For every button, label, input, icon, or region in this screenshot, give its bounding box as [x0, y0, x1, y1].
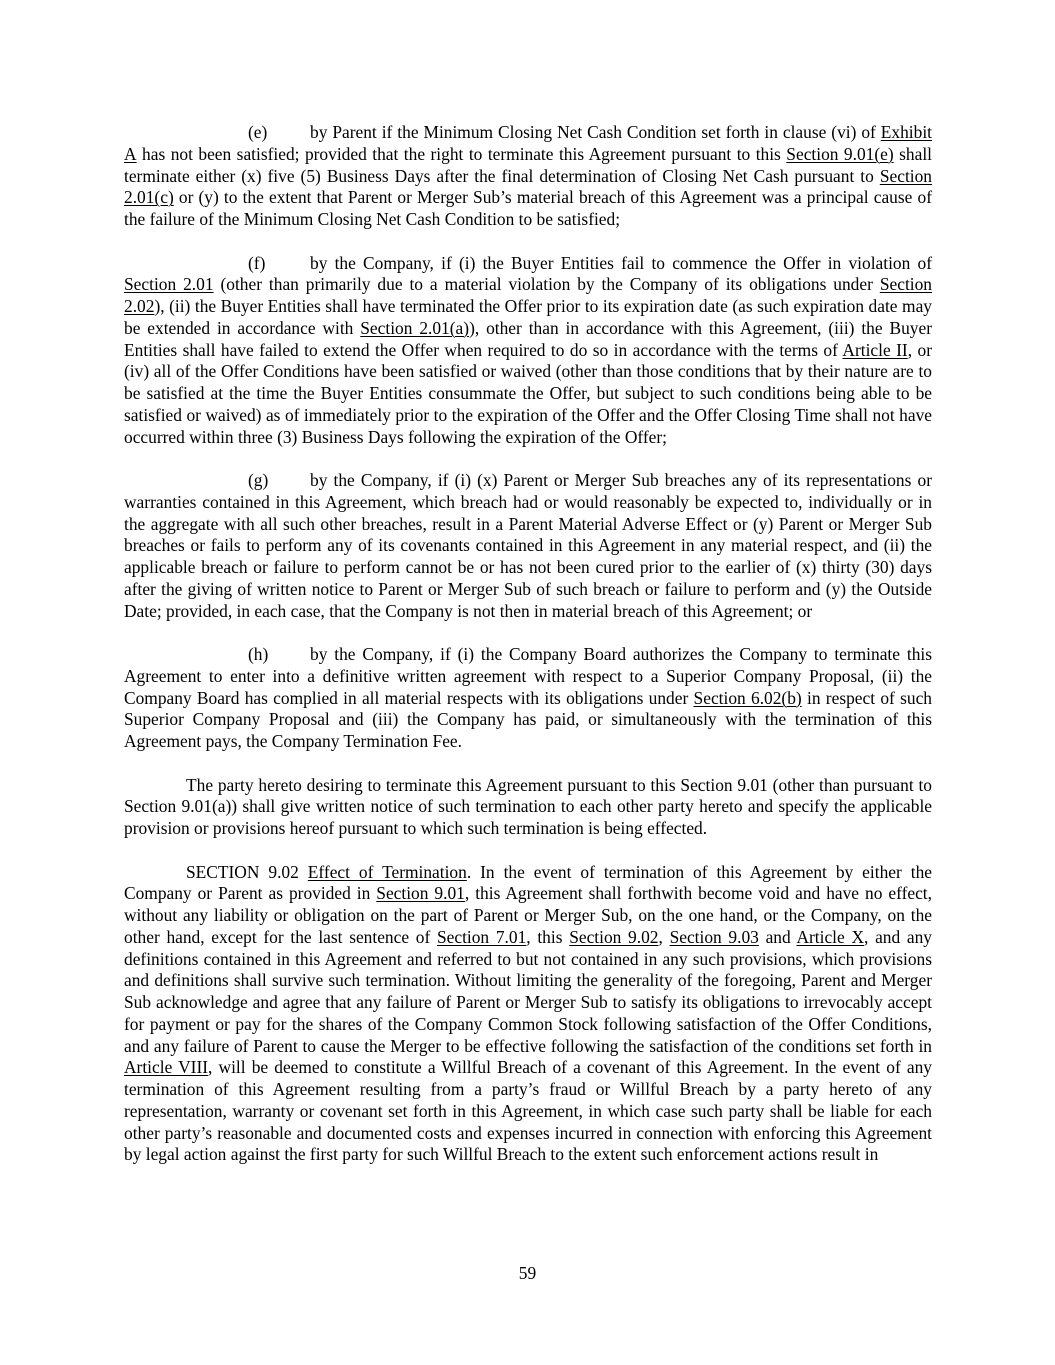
cross-reference: Effect of Termination — [307, 861, 467, 882]
text-run: has not been satisfied; provided that the right to terminate this Agreement pursuant to this — [136, 143, 787, 164]
cross-reference: Exhibit A — [124, 122, 932, 164]
cross-reference: Section 2.01(a) — [360, 317, 470, 338]
clause-e — [124, 122, 932, 231]
text-run: . In the event of termination of this Agreement by either the Company or Parent as provided in — [124, 861, 932, 904]
cross-reference: Article VIII — [124, 1057, 209, 1078]
text-run: by the Company, if (i) the Company Board authorizes the Company to terminate this Agreement to enter into a definitive written agreement with respect to a Superior Company Proposal, (ii) the Company Board has complied in all material respects with its obligations under — [124, 644, 932, 708]
clause-h — [124, 644, 932, 753]
text-run: , or (iv) all of the Offer Conditions have been satisfied or waived (other than those conditions that by their nature are to be satisfied at the time the Buyer Entities consummate the Offer, but subject to such conditions being able to be satisfied or waived) as of immediately prior to the expiration of the Offer and the Offer Closing Time shall not have occurred within three (3) Business Days following the expiration of the Offer; — [124, 339, 933, 447]
termination-notice-paragraph — [124, 775, 932, 840]
text-run: , and any definitions contained in this Agreement and referred to but not contained in any such provisions, which provisions and definitions shall survive such termination. Without limiting the generality of the foregoing, Parent and Merger Sub acknowledge and agree that any failure of Parent or Merger Sub to satisfy its obligations to irrevocably accept for payment or pay for the shares of the Company Common Stock following satisfaction of the Offer Conditions, and any failure of Parent to cause the Merger to be effective following the satisfaction of the conditions set forth in — [124, 926, 932, 1056]
text-run: by Parent if the Minimum Closing Net Cash Condition set forth in clause (vi) of — [310, 122, 881, 142]
text-run: shall terminate either (x) five (5) Business Days after the final determination of Closing Net Cash pursuant to — [124, 143, 932, 186]
text-run: and — [758, 926, 797, 947]
clause-label: (h) — [248, 644, 269, 664]
cross-reference: Section 2.02 — [124, 274, 932, 316]
text-run: in respect of such Superior Company Proposal and (iii) the Company has paid, or simultaneously with the termination of this Agreement pays, the Company Termination Fee. — [124, 687, 932, 751]
page-number: 59 — [518, 1263, 537, 1283]
clause-g — [124, 470, 932, 622]
text-run: ), other than in accordance with this Agreement, (iii) the Buyer Entities shall have failed to extend the Offer when required to do so in accordance with the terms of — [124, 317, 932, 360]
clause-label: (e) — [248, 122, 268, 142]
text-run: by the Company, if (i) (x) Parent or Merger Sub breaches any of its representations or warranties contained in this Agreement, which breach had or would reasonably be expected to, individually or in the aggregate with all such other breaches, result in a Parent Material Adverse Effect or (y) Parent or Merger Sub breaches or fails to perform any of its covenants contained in this Agreement in any material respect, and (ii) the applicable breach or failure to perform cannot be or has not been cured prior to the earlier of (x) thirty (30) days after the giving of written notice to Parent or Merger Sub of such breach or failure to perform and (y) the Outside Date; provided, in each case, that the Company is not then in material breach of this Agreement; or — [124, 470, 932, 621]
clause-label: (f) — [248, 252, 266, 273]
document-page — [124, 122, 932, 1188]
cross-reference: Section 7.01 — [436, 926, 527, 947]
cross-reference: Section 9.02 — [569, 926, 659, 947]
clause-label: (g) — [248, 470, 269, 490]
clause-text — [124, 470, 932, 621]
clause-f — [124, 253, 932, 449]
text-run: or (y) to the extent that Parent or Merger Sub’s material breach of this Agreement was a principal cause of the failure of the Minimum Closing Net Cash Condition to be satisfied; — [124, 187, 932, 229]
text-run: , — [658, 926, 670, 947]
cross-reference: Article II — [842, 339, 908, 360]
text-run: ), (ii) the Buyer Entities shall have terminated the Offer prior to its expiration date (as such expiration date may be extended in accordance with — [124, 296, 932, 338]
clause-text — [124, 644, 932, 751]
cross-reference: Section 2.01 — [124, 274, 214, 295]
cross-reference: Section 2.01(c) — [124, 165, 932, 208]
text-run: SECTION 9.02 — [186, 861, 308, 882]
text-run: by the Company, if (i) the Buyer Entities fail to commence the Offer in violation of — [310, 252, 932, 273]
cross-reference: Section 9.01(e) — [786, 143, 894, 164]
clause-text — [124, 122, 932, 229]
paragraph-text — [124, 775, 932, 839]
paragraph-text — [124, 862, 932, 1165]
text-run: , this Agreement shall forthwith become void and have no effect, without any liability or obligation on the part of Parent or Merger Sub, on the one hand, or the Company, on the other hand, except for the last sentence of — [124, 883, 932, 947]
cross-reference: Section 9.01 — [376, 883, 465, 904]
cross-reference: Section 6.02(b) — [693, 687, 802, 708]
cross-reference: Section 9.03 — [669, 926, 759, 947]
cross-reference: Article X — [796, 926, 865, 947]
clause-text — [124, 253, 932, 447]
text-run: , this — [526, 926, 570, 947]
section-9-02-paragraph — [124, 862, 932, 1167]
text-run: , will be deemed to constitute a Willful Breach of a covenant of this Agreement. In the event of any termination of this Agreement resulting from a party’s fraud or Willful Breach by a party hereto of any representation, warranty or covenant set forth in this Agreement, in which case such party shall be liable for each other party’s reasonable and documented costs and expenses incurred in connection with enforcing this Agreement by legal action against the first party for such Willful Breach to the extent such enforcement actions result in — [124, 1057, 933, 1165]
text-run: The party hereto desiring to terminate this Agreement pursuant to this Section 9.01 (other than pursuant to Section 9.01(a)) shall give written notice of such termination to each other party hereto and specify the applicable provision or provisions hereof pursuant to which such termination is being effected. — [124, 774, 932, 838]
text-run: (other than primarily due to a material violation by the Company of its obligations under — [213, 274, 880, 295]
